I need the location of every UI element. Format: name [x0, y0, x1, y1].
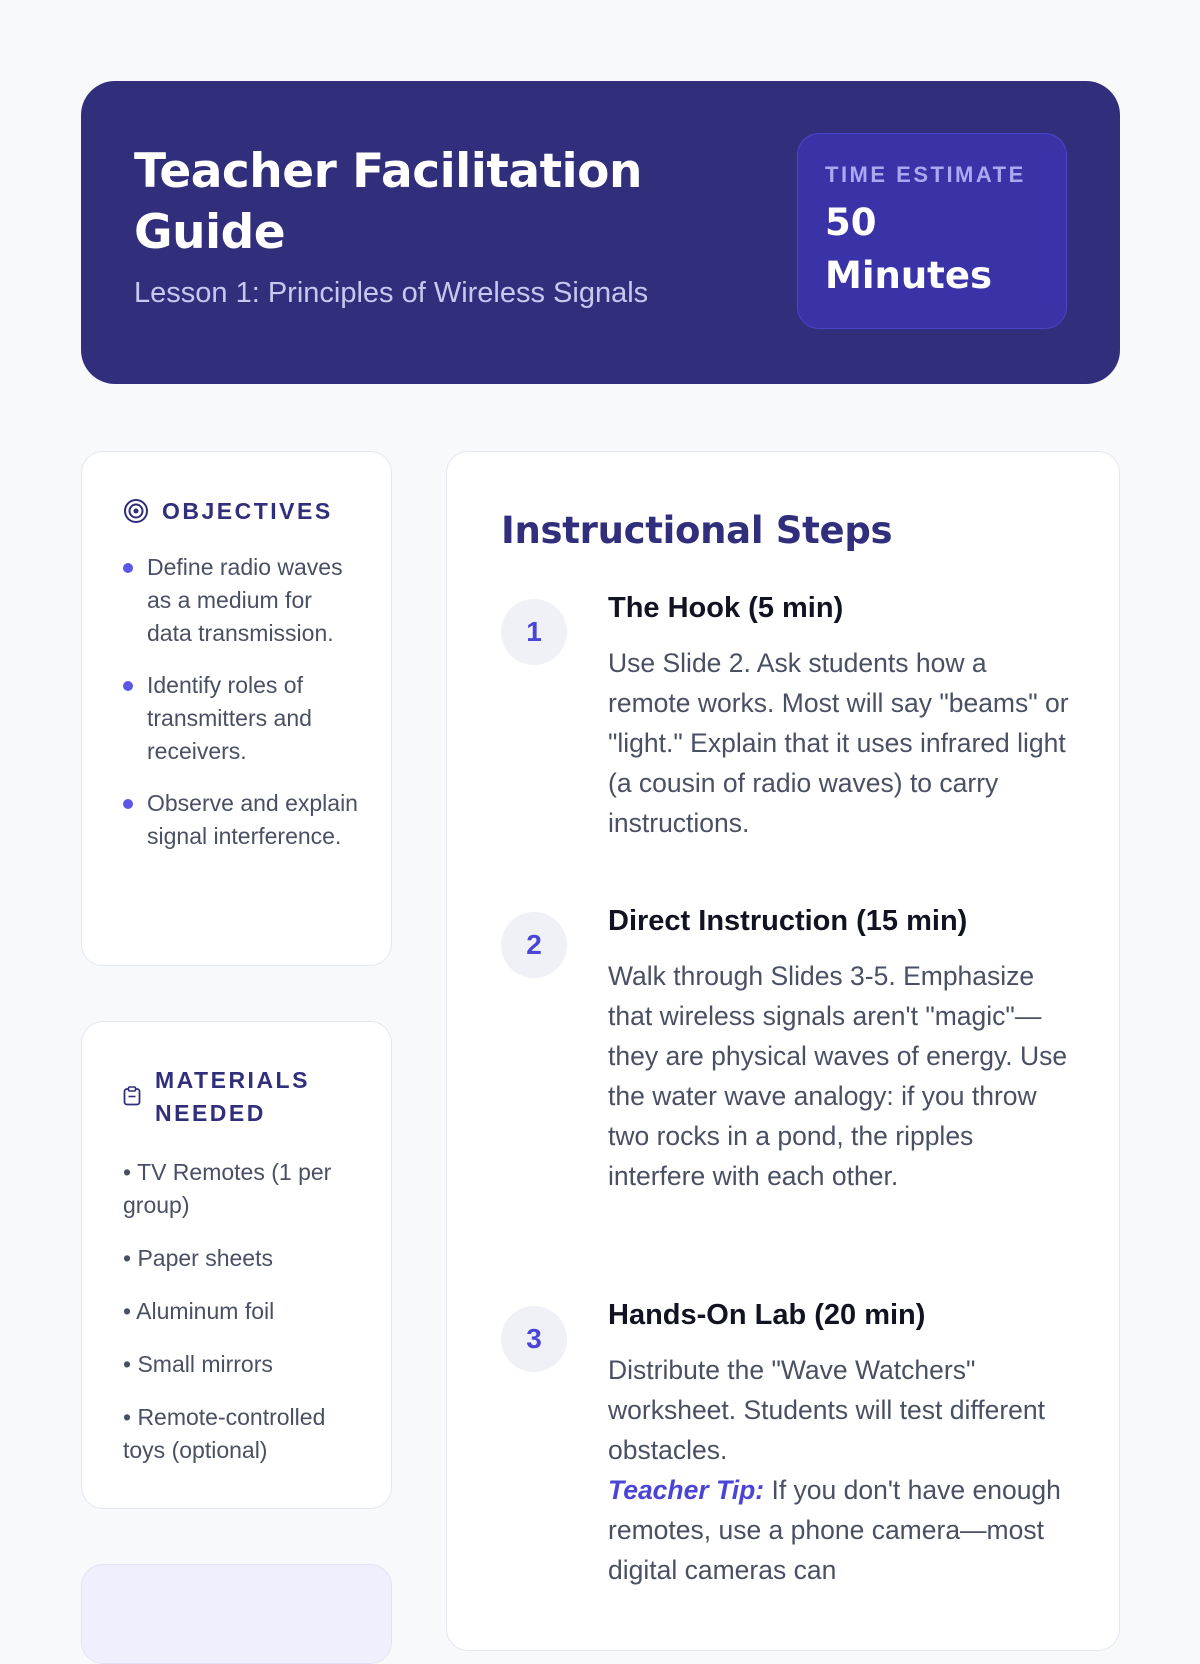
objective-text: Observe and explain signal interference. — [147, 790, 358, 849]
step-description-block — [608, 1350, 1070, 1590]
time-estimate-label: TIME ESTIMATE — [825, 162, 1026, 187]
step-title: Direct Instruction (15 min) — [608, 905, 968, 937]
materials-list — [123, 1156, 363, 1487]
clipboard-icon — [123, 1086, 141, 1106]
steps-title: Instructional Steps — [501, 509, 893, 552]
lesson-subtitle: Lesson 1: Principles of Wireless Signals — [134, 277, 649, 309]
material-item: • TV Remotes (1 per group) — [123, 1159, 332, 1218]
material-item: • Aluminum foil — [123, 1298, 275, 1324]
guide-header — [81, 81, 1120, 384]
teacher-tip-text: If you don't have enough remotes, use a phone camera—most digital cameras can — [608, 1475, 1061, 1585]
objective-item — [123, 787, 358, 853]
objective-item — [123, 551, 358, 650]
step-description: Distribute the "Wave Watchers" worksheet. Students will test different obstacles. — [608, 1355, 1045, 1465]
step-number-badge: 3 — [501, 1306, 567, 1372]
step-description: Use Slide 2. Ask students how a remote works. Most will say "beams" or "light." Explain that it uses infrared light (a cousin of radio waves) to carry instructions. — [608, 648, 1069, 838]
step-number-badge: 1 — [501, 599, 567, 665]
teacher-tip-label: Teacher Tip: — [608, 1475, 765, 1505]
materials-card — [81, 1021, 392, 1509]
sidebar-card-partial — [81, 1564, 392, 1664]
material-item: • Remote-controlled toys (optional) — [123, 1404, 326, 1463]
objectives-list — [123, 551, 358, 872]
objectives-card — [81, 451, 392, 966]
time-estimate-box — [797, 133, 1067, 329]
bullet-dot-icon — [123, 681, 133, 691]
objective-text: Define radio waves as a medium for data transmission. — [147, 554, 343, 646]
teacher-tip — [608, 1470, 1070, 1590]
step-number-badge: 2 — [501, 912, 567, 978]
material-item: • Small mirrors — [123, 1351, 273, 1377]
step-title: The Hook (5 min) — [608, 592, 844, 624]
material-item: • Paper sheets — [123, 1245, 273, 1271]
time-estimate-value: 50 Minutes — [825, 201, 992, 297]
bullet-dot-icon — [123, 799, 133, 809]
step-description: Walk through Slides 3-5. Emphasize that wireless signals aren't "magic"—they are physical waves of energy. Use the water wave analogy: if you throw two rocks in a pond, the ripples interfere with each other. — [608, 961, 1068, 1191]
target-icon — [123, 498, 149, 524]
instructional-steps-card — [446, 451, 1120, 1651]
objective-item — [123, 669, 358, 768]
objective-text: Identify roles of transmitters and receivers. — [147, 672, 312, 764]
step-title: Hands-On Lab (20 min) — [608, 1299, 926, 1331]
objectives-heading: OBJECTIVES — [162, 498, 333, 524]
bullet-dot-icon — [123, 563, 133, 573]
materials-heading: MATERIALS NEEDED — [155, 1067, 310, 1126]
page-title: Teacher Facilitation Guide — [134, 144, 642, 260]
